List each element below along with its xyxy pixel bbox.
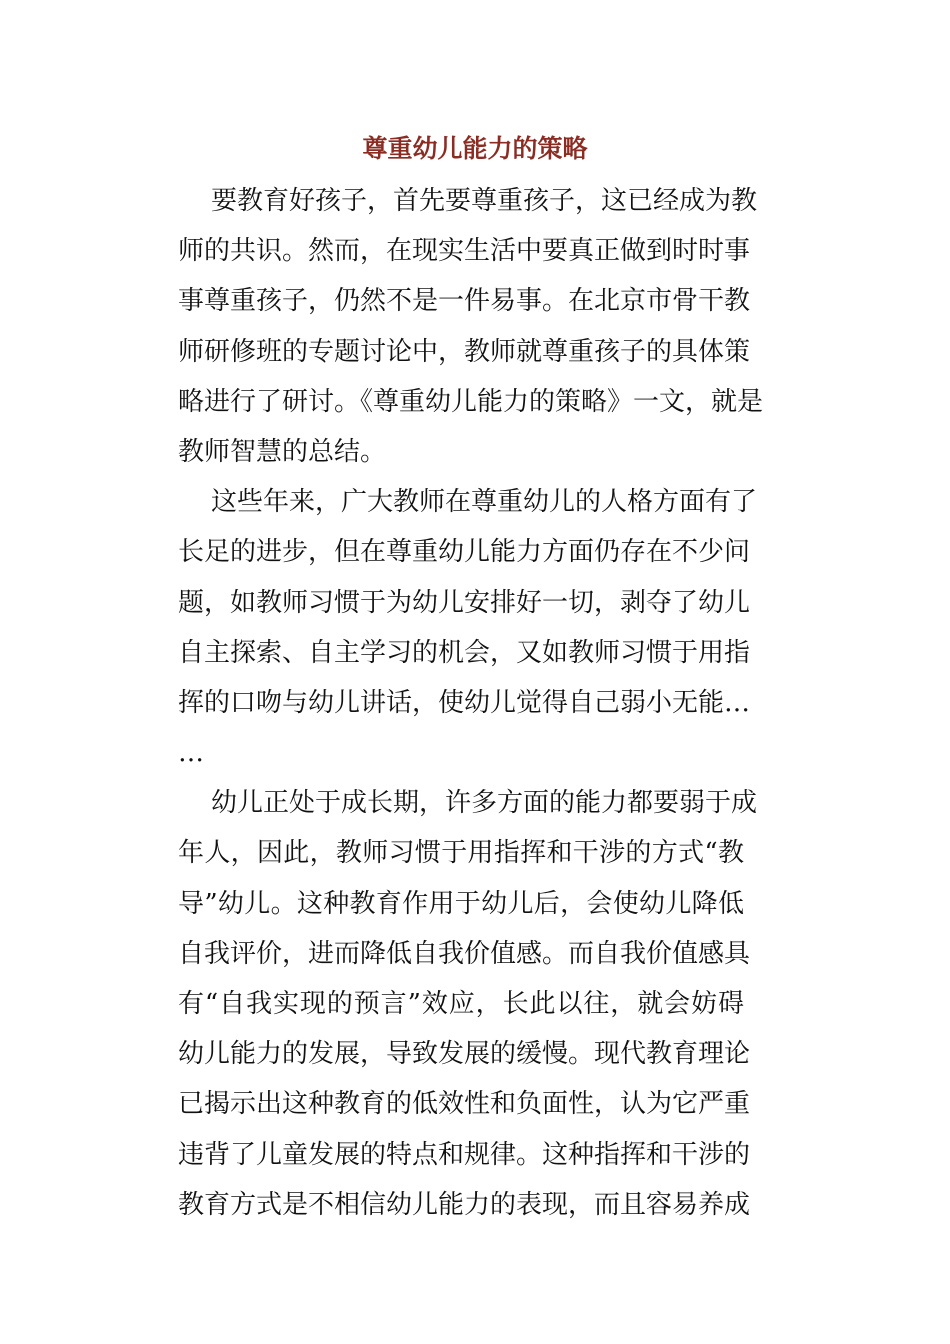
text-line: 幼儿能力的发展，导致发展的缓慢。现代教育理论: [178, 1039, 751, 1070]
text-line: 教师智慧的总结。: [178, 436, 387, 467]
text-line: …: [178, 738, 204, 769]
text-line: 教育方式是不相信幼儿能力的表现，而且容易养成: [178, 1189, 751, 1220]
text-line: 自我评价，进而降低自我价值感。而自我价值感具: [178, 938, 751, 969]
page-title: 尊重幼儿能力的策略: [362, 134, 588, 163]
text-line: 有“自我实现的预言”效应，长此以往，就会妨碍: [178, 989, 744, 1019]
text-line: 已揭示出这种教育的低效性和负面性，认为它严重: [178, 1089, 751, 1120]
text-line: 这些年来，广大教师在尊重幼儿的人格方面有了: [211, 487, 758, 518]
text-line: 师研修班的专题讨论中，教师就尊重孩子的具体策: [178, 336, 751, 367]
text-line: 长足的进步，但在尊重幼儿能力方面仍存在不少问: [178, 537, 751, 568]
text-line: 自主探索、自主学习的机会，又如教师习惯于用指: [178, 637, 751, 668]
text-line: 事尊重孩子，仍然不是一件易事。在北京市骨干教: [178, 286, 751, 317]
text-line: 年人，因此，教师习惯于用指挥和干涉的方式“教: [178, 838, 744, 869]
text-line: 略进行了研讨。《尊重幼儿能力的策略》一文，就是: [178, 386, 764, 417]
text-line: 挥的口吻与幼儿讲话，使幼儿觉得自己弱小无能…: [178, 687, 751, 718]
article-body: [178, 176, 764, 1230]
text-line: 违背了儿童发展的特点和规律。这种指挥和干涉的: [178, 1139, 751, 1170]
text-line: 导”幼儿。这种教育作用于幼儿后，会使幼儿降低: [178, 888, 744, 919]
text-line: 要教育好孩子，首先要尊重孩子，这已经成为教: [211, 186, 758, 216]
text-line: 幼儿正处于成长期，许多方面的能力都要弱于成: [211, 788, 758, 819]
text-line: 题，如教师习惯于为幼儿安排好一切，剥夺了幼儿: [178, 587, 751, 618]
text-line: 师的共识。然而，在现实生活中要真正做到时时事: [178, 236, 751, 267]
